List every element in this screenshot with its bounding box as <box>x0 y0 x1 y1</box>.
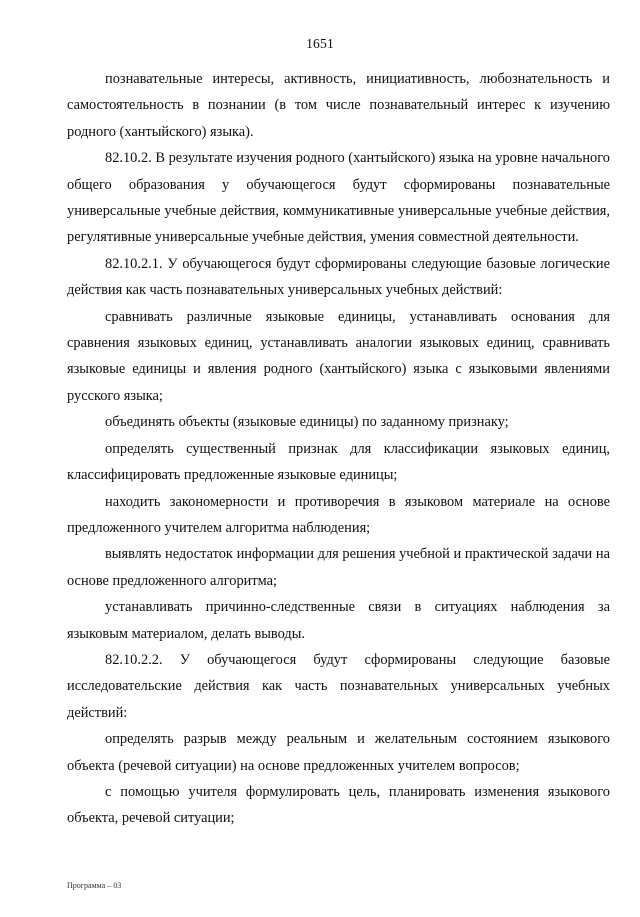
body-text <box>67 66 610 832</box>
paragraph-6: определять существенный признак для классификации языковых единиц, классифицировать предложенные языковые единицы; <box>67 440 610 484</box>
paragraph-4: сравнивать различные языковые единицы, устанавливать основания для сравнения языковых единиц, устанавливать аналогии языковых единиц, сравнивать языковые единицы и явления родного (хантыйского) языка с языковыми явлениями русского языка; <box>67 308 610 404</box>
paragraph-9: устанавливать причинно-следственные связи в ситуациях наблюдения за языковым материалом, делать выводы. <box>67 599 610 642</box>
paragraph-12: с помощью учителя формулировать цель, планировать изменения языкового объекта, речевой ситуации; <box>67 783 610 827</box>
paragraph-10: 82.10.2.2. У обучающегося будут сформированы следующие базовые исследовательские действия как часть познавательных универсальных учебных действий: <box>67 651 610 721</box>
paragraph-5: объединять объекты (языковые единицы) по заданному признаку; <box>105 414 509 431</box>
page-number: 1651 <box>306 36 334 51</box>
paragraph-7: находить закономерности и противоречия в языковом материале на основе предложенного учителем алгоритма наблюдения; <box>67 493 610 536</box>
paragraph-8: выявлять недостаток информации для решения учебной и практической задачи на основе предложенного алгоритма; <box>67 546 610 589</box>
paragraph-11: определять разрыв между реальным и желательным состоянием языкового объекта (речевой ситуации) на основе предложенных учителем вопросов; <box>67 731 610 774</box>
paragraph-1: познавательные интересы, активность, инициативность, любознательность и самостоятельность в познании (в том числе познавательный интерес к изучению родного (хантыйского) языка). <box>67 71 610 140</box>
paragraph-3: 82.10.2.1. У обучающегося будут сформированы следующие базовые логические действия как часть познавательных универсальных учебных действий: <box>67 255 610 299</box>
paragraph-2: 82.10.2. В результате изучения родного (хантыйского) языка на уровне начального общего образования у обучающегося будут сформированы познавательные универсальные учебные действия, коммуникативные универсальные учебные действия, регулятивные универсальные учебные действия, умения совместной деятельности. <box>67 150 610 246</box>
footer-label: Программа – 03 <box>67 881 122 890</box>
